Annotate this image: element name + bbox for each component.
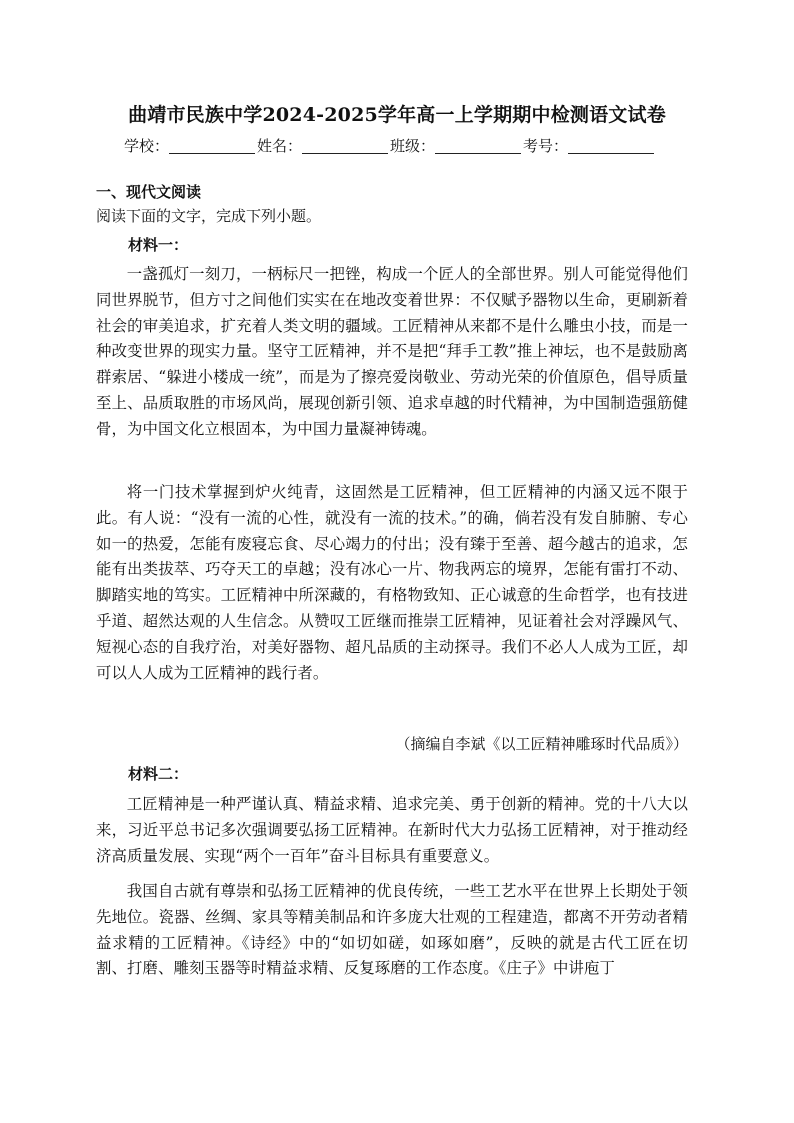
material-1-paragraph: 将一门技术掌握到炉火纯青，这固然是工匠精神，但工匠精神的内涵又远不限于此。有人说：“没有一流的心性，就没有一流的技术。”的确，倘若没有发自肺腑、专心如一的热爱，怎能有废寝忘食、尽心竭力的付出；没有臻于至善、超今越古的追求，怎能有出类拔萃、巧夺天工的卓越；没有冰心一片、物我两忘的境界，怎能有雷打不动、脚踏实地的笃实。工匠精神中所深藏的，有格物致知、正心诚意的生命哲学，也有技进乎道、超然达观的人生信念。从赞叹工匠继而推崇工匠精神，见证着社会对浮躁风气、短视心态的自我疗治，对美好器物、超凡品质的主动探寻。我们不必人人成为工匠，却可以人人成为工匠精神的践行者。 <box>96 483 688 682</box>
section-heading: 一、现代文阅读 <box>96 183 202 201</box>
name-label: 姓名： <box>257 137 303 155</box>
exam-number-blank <box>568 137 654 154</box>
material-1-label: 材料一： <box>128 236 189 254</box>
class-blank <box>435 137 521 154</box>
name-blank <box>302 137 388 154</box>
school-blank <box>169 137 255 154</box>
school-label: 学校： <box>124 137 170 155</box>
student-info-fields <box>124 134 684 158</box>
class-label: 班级： <box>390 137 436 155</box>
material-2-paragraph: 我国自古就有尊崇和弘扬工匠精神的优良传统，一些工艺水平在世界上长期处于领先地位。瓷器、丝绸、家具等精美制品和许多庞大壮观的工程建造，都离不开劳动者精益求精的工匠精神。《诗经》中的“如切如磋，如琢如磨”，反映的就是古代工匠在切割、打磨、雕刻玉器等时精益求精、反复琢磨的工作态度。《庄子》中讲庖丁 <box>96 882 688 978</box>
material-2-paragraph: 工匠精神是一种严谨认真、精益求精、追求完美、勇于创新的精神。党的十八大以来，习近平总书记多次强调要弘扬工匠精神。在新时代大力弘扬工匠精神，对于推动经济高质量发展、实现“两个一百年”奋斗目标具有重要意义。 <box>96 795 688 865</box>
section-instruction: 阅读下面的文字，完成下列小题。 <box>96 207 322 225</box>
material-2-label: 材料二： <box>128 765 189 783</box>
material-1-source: （摘编自李斌《以工匠精神雕琢时代品质》） <box>395 735 688 753</box>
exam-number-label: 考号： <box>523 137 569 155</box>
material-1-paragraph: 一盏孤灯一刻刀，一柄标尺一把锉，构成一个匠人的全部世界。别人可能觉得他们同世界脱节，但方寸之间他们实实在在地改变着世界：不仅赋予器物以生命，更刷新着社会的审美追求，扩充着人类文明的疆域。工匠精神从来都不是什么雕虫小技，而是一种改变世界的现实力量。坚守工匠精神，并不是把“拜手工教”推上神坛，也不是鼓励离群索居、“躲进小楼成一统”，而是为了擦亮爱岗敬业、劳动光荣的价值原色，倡导质量至上、品质取胜的市场风尚，展现创新引领、追求卓越的时代精神，为中国制造强筋健骨，为中国文化立根固本，为中国力量凝神铸魂。 <box>96 265 688 438</box>
page-title: 曲靖市民族中学2024-2025学年高一上学期期中检测语文试卷 <box>128 104 666 126</box>
